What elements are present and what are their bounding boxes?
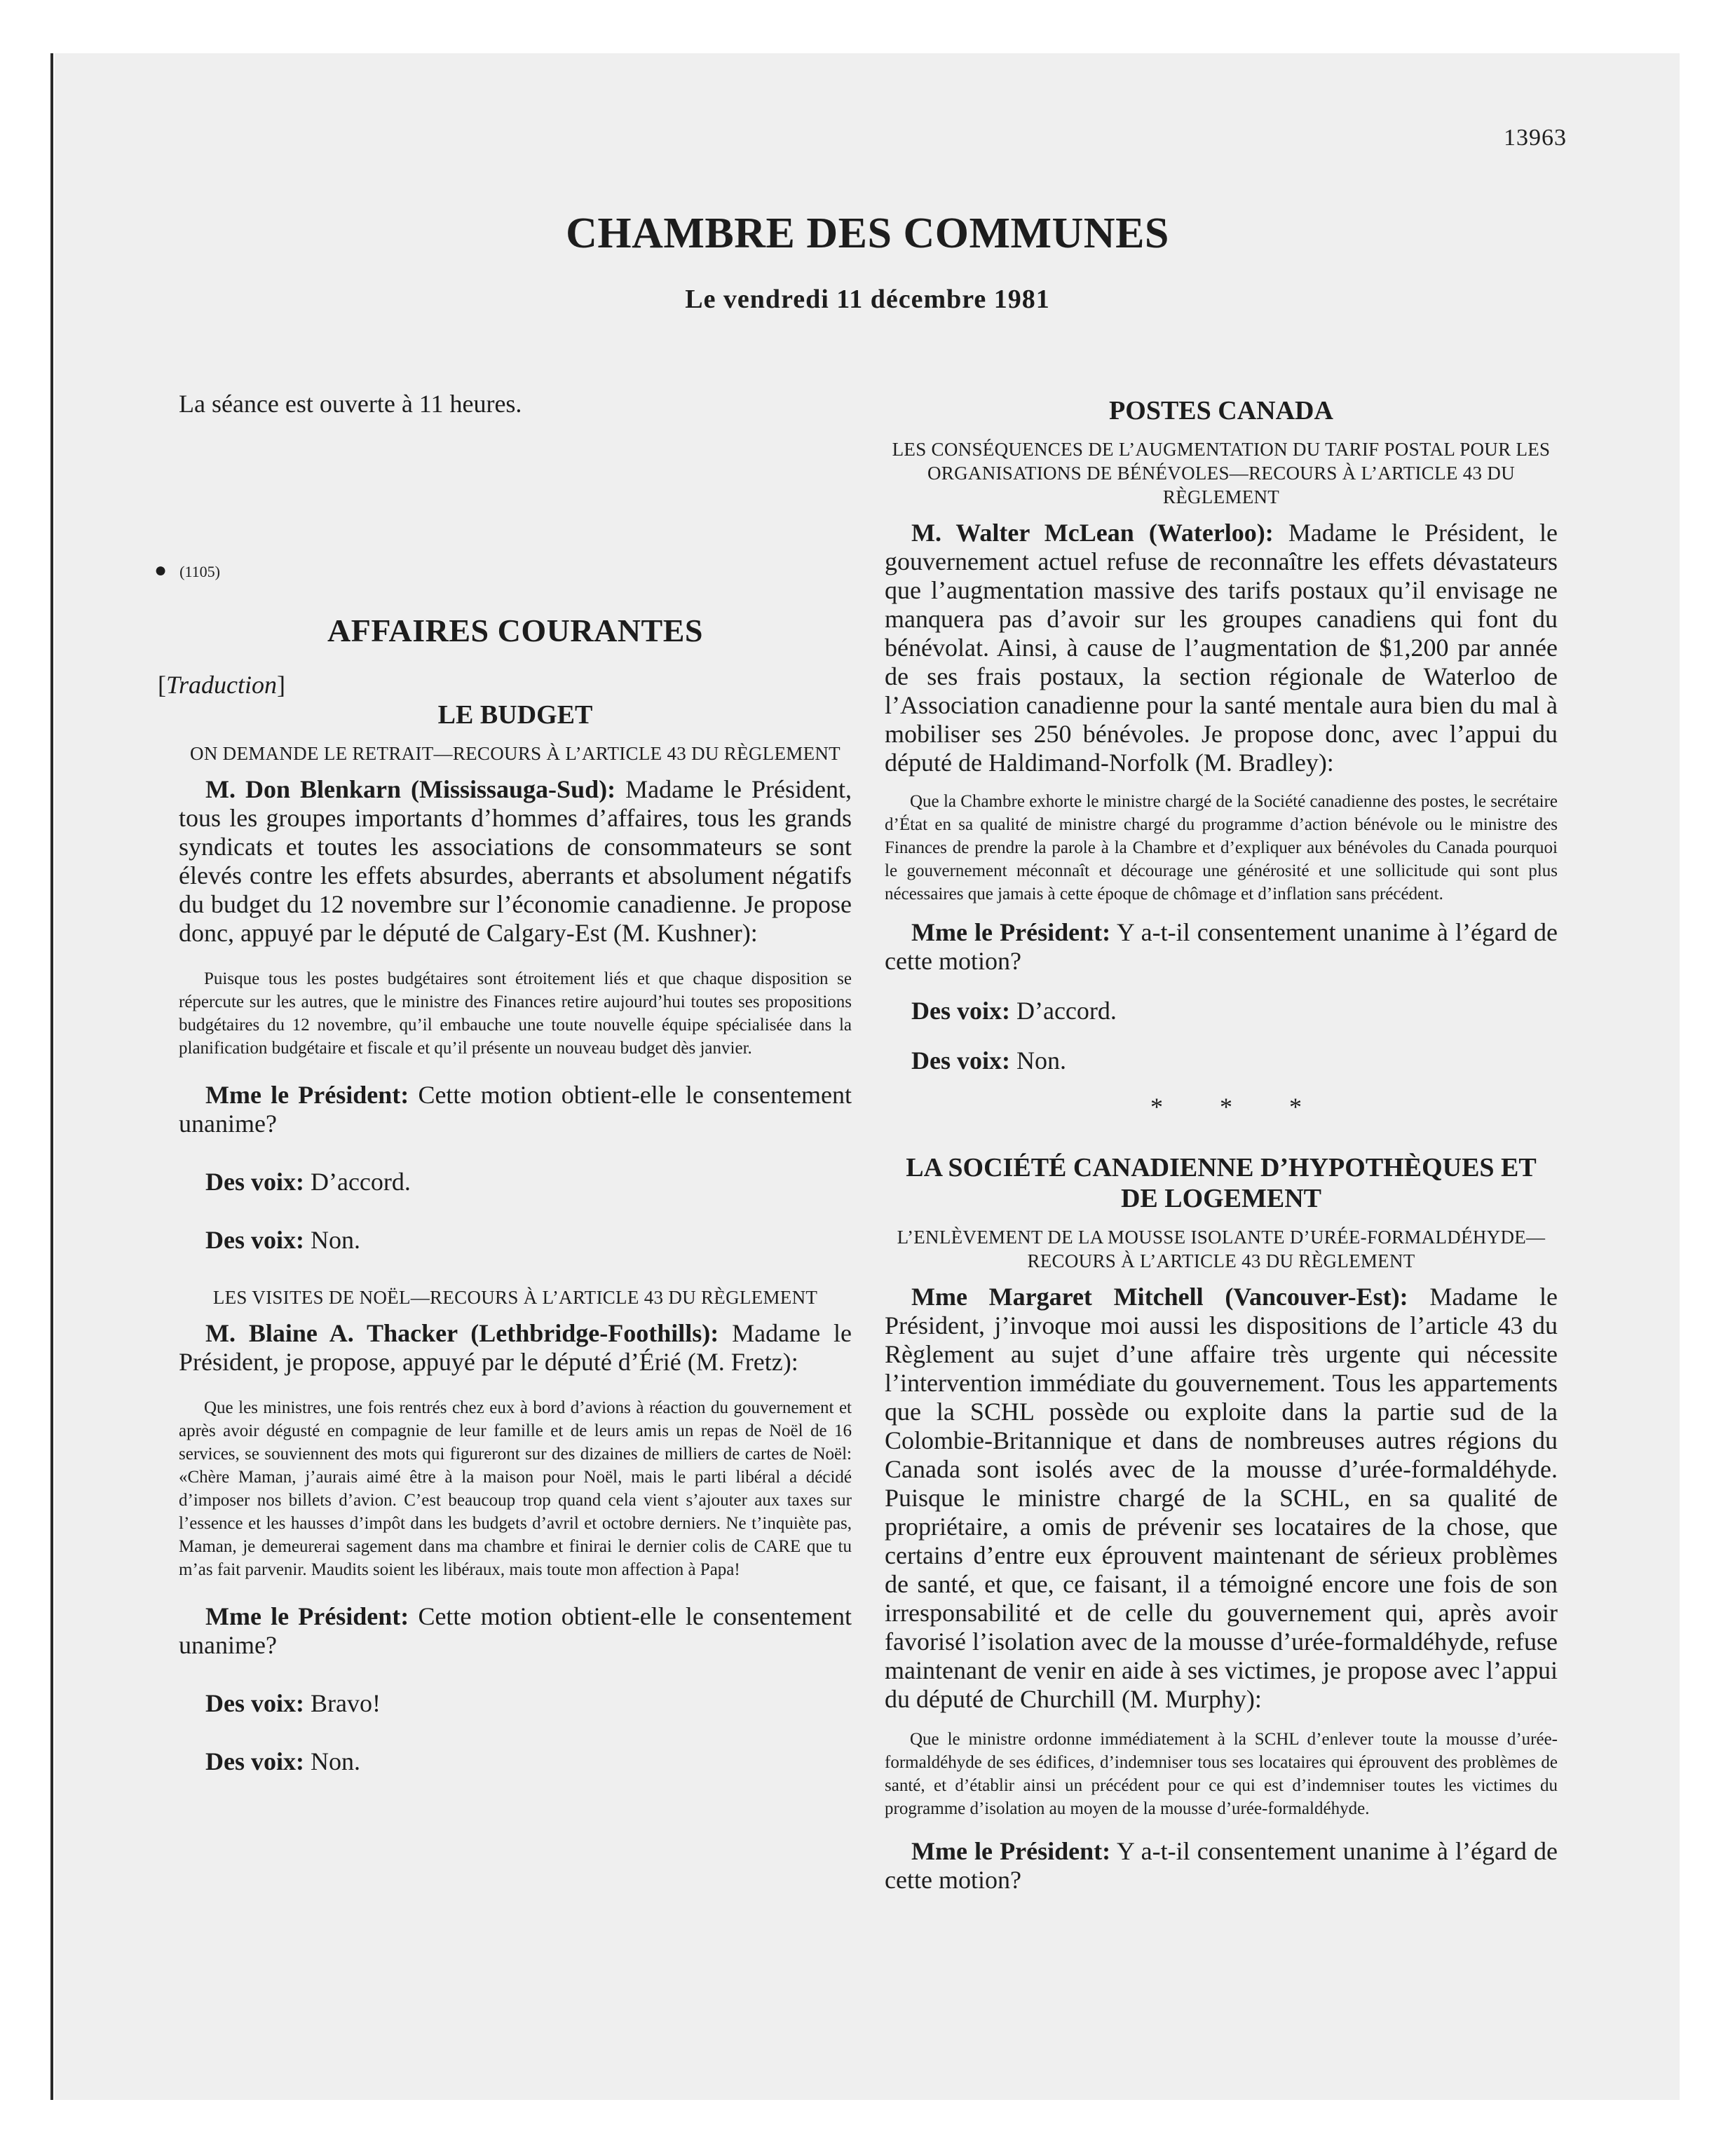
exchange-line (885, 997, 1558, 1025)
schl-speech (885, 1283, 1558, 1714)
speech-text: Madame le Président, je propose, appuyé par le député d’Érié (M. Fretz): (179, 1319, 852, 1376)
translation-tag: [Traduction] (158, 671, 286, 699)
speaker-name: Des voix: (205, 1747, 304, 1775)
exchange-text: Non. (310, 1747, 360, 1775)
budget-heading: LE BUDGET (437, 700, 593, 730)
speaker-name: Des voix: (911, 997, 1010, 1025)
speaker-name: Mme le Président: (205, 1602, 409, 1630)
speaker-name: Des voix: (205, 1689, 304, 1717)
left-column (154, 378, 852, 1776)
schl-heading: LA SOCIÉTÉ CANADIENNE D’HYPOTHÈQUES ET DE LOGEMENT (906, 1153, 1537, 1213)
section-separator: * * * (1150, 1093, 1327, 1121)
exchange-text: Cette motion obtient-elle le consentement unanime? (179, 1081, 852, 1138)
budget-motion: Puisque tous les postes budgétaires sont étroitement liés et que chaque disposition se répercute sur les autres, que le ministre des Finances retire aujourd’hui toutes ses propositions budgétaires du 12 novembre, qu’il embauche une toute nouvelle équipe spécialisée dans la planification budgétaire et fiscale et qu’il présente un nouveau budget dès janvier. (179, 969, 852, 1058)
exchange-line (885, 918, 1558, 976)
exchange-line (179, 1747, 852, 1776)
speaker-name: Des voix: (205, 1226, 304, 1254)
exchange-line (179, 1081, 852, 1138)
postes-motion: Que la Chambre exhorte le ministre chargé de la Société canadienne des postes, le secrétaire d’État en sa qualité de ministre chargé du programme d’action bénévole ou le ministre des Finances de prendre la parole à la Chambre et d’expliquer aux bénévoles du Canada pourquoi le gouvernement méconnaît et décourage une générosité et une sollicitude qui sont plus nécessaires que jamais à cette époque de chômage et d’inflation sans précédent. (885, 792, 1558, 903)
speaker-name: Des voix: (911, 1046, 1010, 1074)
exchange-text: Non. (1016, 1046, 1066, 1074)
sitting-opening: La séance est ouverte à 11 heures. (179, 390, 522, 418)
binding-edge (50, 53, 53, 2100)
time-marker-text: (1105) (179, 563, 220, 580)
exchange-line (179, 1689, 852, 1718)
exchange-line (179, 1226, 852, 1255)
speech-text: Madame le Président, le gouvernement actuel refuse de reconnaître les effets dévastateurs que l’augmentation massive des tarifs postaux qu’il envisage ne manquera pas d’avoir sur les groupes canadiens qui font du bénévolat. Ainsi, à cause de l’augmentation de $1,200 par année de ses frais postaux, la section régionale de Waterloo de l’Association canadienne pour la santé mentale aura bien du mal à mobiliser ses 250 bénévoles. Je propose donc, avec l’appui du député de Haldimand-Norfolk (M. Bradley): (885, 519, 1558, 777)
speech-text: Madame le Président, j’invoque moi aussi les dispositions de l’article 43 du Règlement au sujet d’une affaire très urgente qui nécessite l’intervention immédiate du gouvernement. Tous les appartements que la SCHL possède ou exploite dans la partie sud de la Colombie-Britannique et dans de nombreuses autres régions du Canada sont isolés avec de la mousse d’urée-formaldéhyde. Puisque le ministre chargé de la SCHL, en sa qualité de propriétaire, a omis de prévenir ses locataires de la chose, que certains d’entre eux éprouvent maintenant de sérieux problèmes de santé, et que, ce faisant, il a témoigné encore une fois de son irresponsabilité et de celle du gouvernement qui, après avoir favorisé l’isolation avec de la mousse d’urée-formaldéhyde, refuse maintenant de venir en aide à ses victimes, je propose avec l’appui du député de Churchill (M. Murphy): (885, 1283, 1558, 1713)
speaker-name: M. Don Blenkarn (Mississauga-Sud): (205, 775, 616, 803)
sitting-date: Le vendredi 11 décembre 1981 (685, 285, 1050, 314)
schl-subheading: L’ENLÈVEMENT DE LA MOUSSE ISOLANTE D’URÉE-FORMALDÉHYDE—RECOURS À L’ARTICLE 43 DU RÈGLEMENT (897, 1227, 1546, 1271)
speaker-name: M. Blaine A. Thacker (Lethbridge-Foothills): (205, 1319, 719, 1347)
noel-subheading: LES VISITES DE NOËL—RECOURS À L’ARTICLE 43 DU RÈGLEMENT (212, 1287, 818, 1308)
translation-tag-text: Traduction (166, 671, 278, 699)
budget-speech (179, 775, 852, 948)
time-marker (154, 559, 852, 582)
exchange-text: Bravo! (310, 1689, 381, 1717)
exchange-text: Y a-t-il consentement unanime à l’égard de cette motion? (885, 918, 1558, 975)
postes-speech (885, 519, 1558, 777)
bullet-icon: ● (154, 559, 168, 582)
speaker-name: Mme le Président: (205, 1081, 409, 1109)
exchange-line (179, 1168, 852, 1196)
exchange-line (885, 1837, 1558, 1895)
exchange-text: D’accord. (310, 1168, 411, 1196)
page-number: 13963 (1504, 125, 1567, 151)
noel-motion: Que les ministres, une fois rentrés chez eux à bord d’avions à réaction du gouvernement et après avoir dégusté en compagnie de leur famille et de leurs amis un repas de Noël de 16 services, se souviennent des mots qui figureront sur des dizaines de milliers de cartes de Noël: «Chère Maman, j’aurais aimé être à la maison pour Noël, mais le parti libéral a décidé d’imposer nos billets d’avion. C’est beaucoup trop quand cela vient s’ajouter aux taxes sur l’essence et les hausses d’impôt dans les budgets d’avril et octobre derniers. Ne t’inquiète pas, Maman, je demeurerai sagement dans ma chambre et finirai le dernier colis de CARE que tu m’as fait parvenir. Maudits soient les libéraux, mais toute mon affection à Papa! (179, 1398, 852, 1579)
exchange-line (179, 1602, 852, 1660)
exchange-text: Y a-t-il consentement unanime à l’égard de cette motion? (885, 1837, 1558, 1894)
page-title: CHAMBRE DES COMMUNES (566, 210, 1169, 257)
exchange-line (885, 1046, 1558, 1075)
exchange-text: D’accord. (1016, 997, 1117, 1025)
speaker-name: Des voix: (205, 1168, 304, 1196)
speech-text: Madame le Président, tous les groupes importants d’hommes d’affaires, tous les grands syndicats et toutes les associations de consommateurs se sont élevés contre les effets absurdes, aberrants et absolument négatifs du budget du 12 novembre sur l’économie canadienne. Je propose donc, appuyé par le député de Calgary-Est (M. Kushner): (179, 775, 852, 947)
exchange-text: Cette motion obtient-elle le consentement unanime? (179, 1602, 852, 1659)
speaker-name: M. Walter McLean (Waterloo): (911, 519, 1274, 547)
postes-heading: POSTES CANADA (1109, 396, 1333, 425)
right-column (885, 378, 1558, 1895)
speaker-name: Mme le Président: (911, 918, 1111, 946)
section-title: AFFAIRES COURANTES (327, 613, 703, 648)
speaker-name: Mme Margaret Mitchell (Vancouver-Est): (911, 1283, 1408, 1311)
postes-subheading: LES CONSÉQUENCES DE L’AUGMENTATION DU TARIF POSTAL POUR LES ORGANISATIONS DE BÉNÉVOLES—RECOURS À L’ARTICLE 43 DU RÈGLEMENT (892, 439, 1551, 507)
noel-speech (179, 1319, 852, 1377)
exchange-text: Non. (310, 1226, 360, 1254)
budget-subheading: ON DEMANDE LE RETRAIT—RECOURS À L’ARTICLE 43 DU RÈGLEMENT (190, 743, 841, 764)
schl-motion: Que le ministre ordonne immédiatement à la SCHL d’enlever toute la mousse d’urée-formaldéhyde de ses édifices, d’indemniser tous ses locataires qui éprouvent des problèmes de santé, et d’établir ainsi un précédent pour ce qui est d’indemniser toutes les victimes du programme d’isolation au moyen de la mousse d’urée-formaldéhyde. (885, 1730, 1558, 1818)
speaker-name: Mme le Président: (911, 1837, 1111, 1865)
